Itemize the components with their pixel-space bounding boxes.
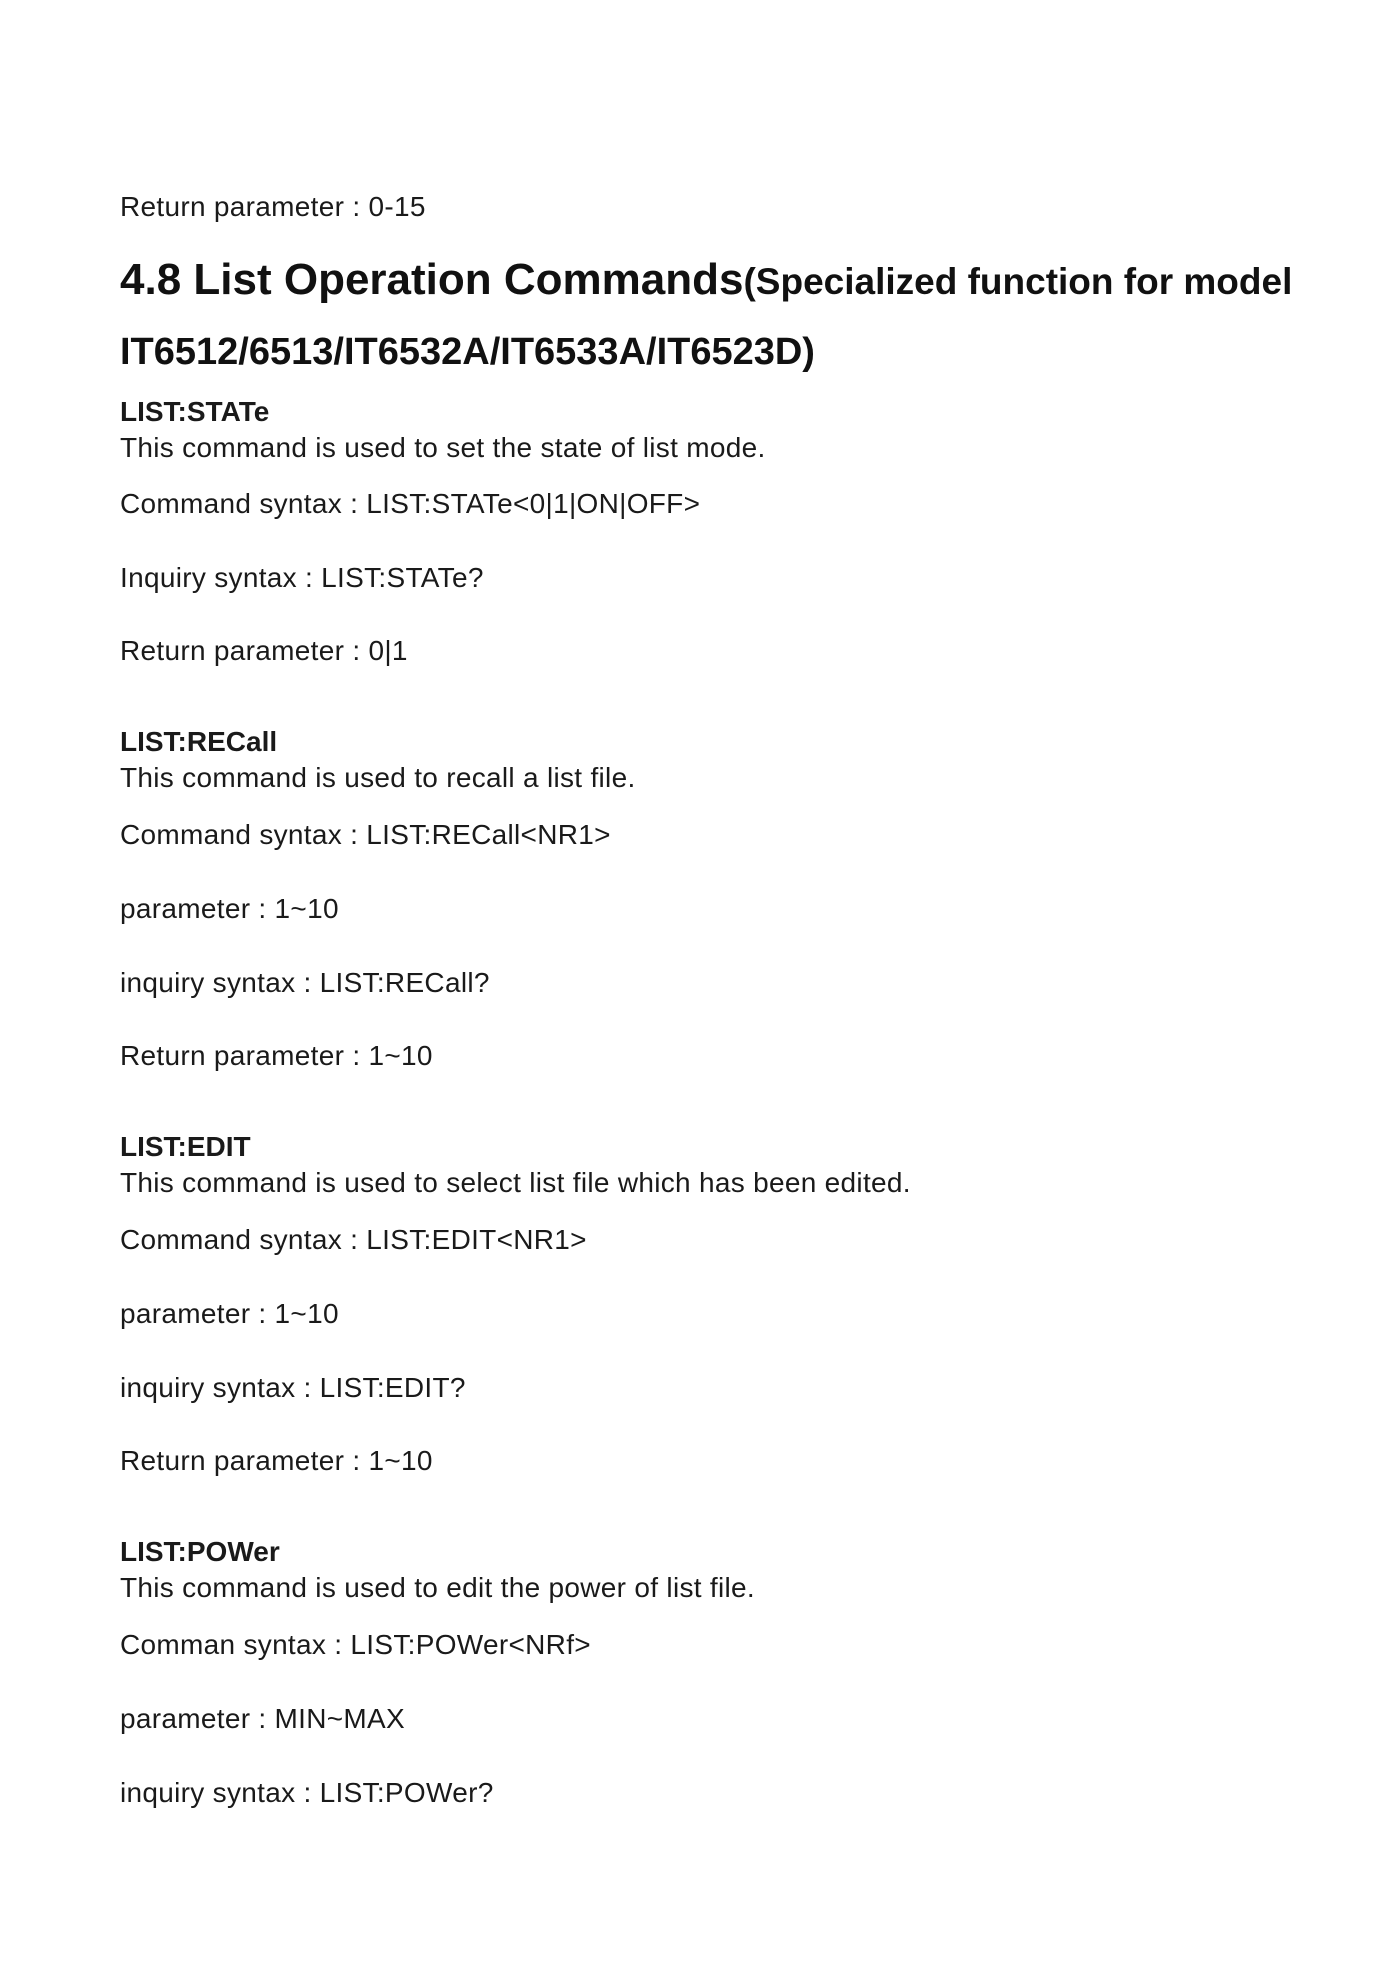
- parameter: parameter : 1~10: [120, 893, 339, 924]
- command-description: This command is used to recall a list file.: [120, 762, 636, 793]
- section-title-main: 4.8 List Operation Commands: [120, 255, 744, 304]
- parameter: parameter : MIN~MAX: [120, 1703, 406, 1734]
- return-parameter: Return parameter : 1~10: [120, 1040, 433, 1071]
- section-title-line2: IT6512/6513/IT6532A/IT6533A/IT6523D): [120, 331, 815, 373]
- document-page: [120, 0, 1320, 1980]
- command-syntax: Command syntax : LIST:RECall<NR1>: [120, 819, 611, 850]
- section-title-sub: (Specialized function for model: [743, 261, 1293, 302]
- command-title: LIST:RECall: [120, 726, 278, 757]
- section-heading: [120, 254, 1292, 308]
- command-syntax: Comman syntax : LIST:POWer<NRf>: [120, 1629, 591, 1660]
- inquiry-syntax: inquiry syntax : LIST:RECall?: [120, 967, 490, 998]
- return-parameter: Return parameter : 1~10: [120, 1445, 433, 1476]
- command-title: LIST:EDIT: [120, 1131, 251, 1162]
- command-title: LIST:STATe: [120, 396, 270, 427]
- parameter: parameter : 1~10: [120, 1298, 339, 1329]
- inquiry-syntax: Inquiry syntax : LIST:STATe?: [120, 562, 484, 593]
- inquiry-syntax: inquiry syntax : LIST:POWer?: [120, 1777, 494, 1808]
- command-title: LIST:POWer: [120, 1536, 280, 1567]
- return-parameter-top: Return parameter : 0-15: [120, 191, 426, 222]
- command-description: This command is used to edit the power of list file.: [120, 1572, 755, 1603]
- command-description: This command is used to select list file which has been edited.: [120, 1167, 911, 1198]
- return-parameter: Return parameter : 0|1: [120, 635, 408, 666]
- command-description: This command is used to set the state of list mode.: [120, 432, 766, 463]
- command-syntax: Command syntax : LIST:STATe<0|1|ON|OFF>: [120, 488, 701, 519]
- command-syntax: Command syntax : LIST:EDIT<NR1>: [120, 1224, 587, 1255]
- inquiry-syntax: inquiry syntax : LIST:EDIT?: [120, 1372, 466, 1403]
